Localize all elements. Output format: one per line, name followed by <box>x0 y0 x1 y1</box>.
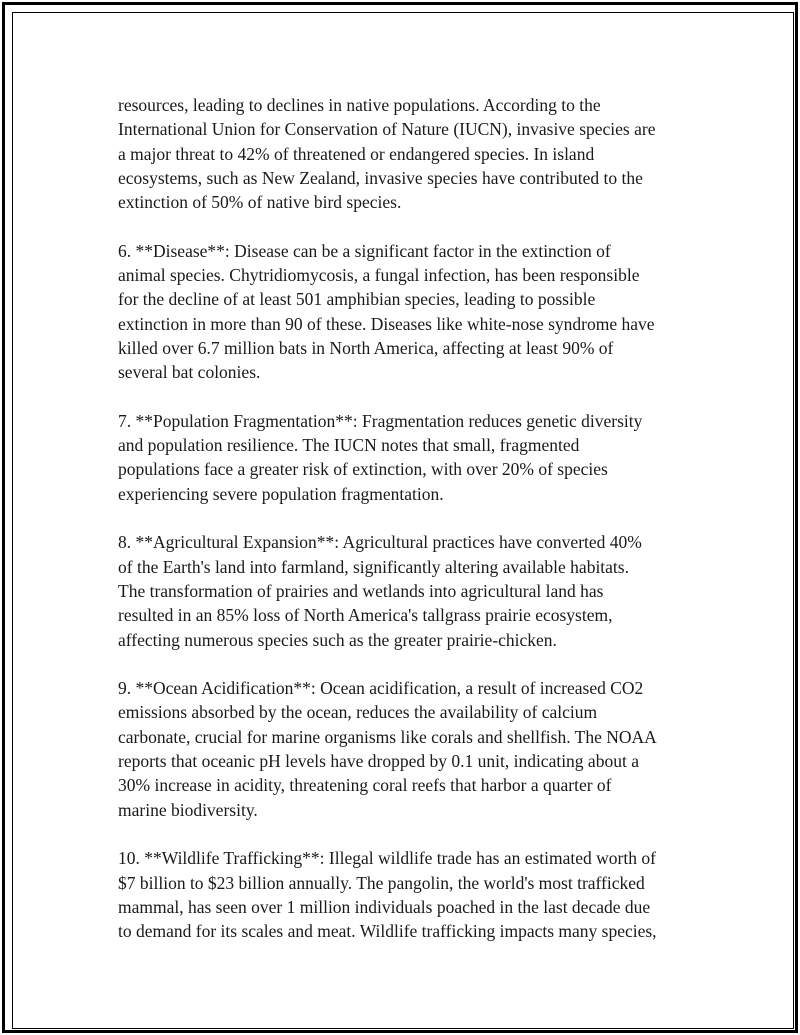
text-line: 30% increase in acidity, threatening coral reefs that harbor a quarter of <box>118 775 612 796</box>
text-line: 9. **Ocean Acidification**: Ocean acidification, a result of increased CO2 <box>118 678 644 699</box>
text-line: affecting numerous species such as the greater prairie-chicken. <box>118 629 557 650</box>
paragraph-gap <box>118 652 698 676</box>
text-line: 7. **Population Fragmentation**: Fragmentation reduces genetic diversity <box>118 410 643 431</box>
paragraph-gap <box>118 822 698 846</box>
paragraph <box>118 530 698 651</box>
paragraph-gap <box>118 385 698 409</box>
document-body <box>118 93 698 943</box>
text-line: and population resilience. The IUCN notes that small, fragmented <box>118 435 580 456</box>
text-line: 10. **Wildlife Trafficking**: Illegal wildlife trade has an estimated worth of <box>118 848 656 869</box>
text-line: 8. **Agricultural Expansion**: Agricultural practices have converted 40% <box>118 532 642 553</box>
text-line: marine biodiversity. <box>118 799 258 820</box>
text-line: emissions absorbed by the ocean, reduces the availability of calcium <box>118 702 598 723</box>
text-line: 6. **Disease**: Disease can be a significant factor in the extinction of <box>118 240 611 261</box>
text-line: to demand for its scales and meat. Wildlife trafficking impacts many species, <box>118 921 657 942</box>
text-line: reports that oceanic pH levels have dropped by 0.1 unit, indicating about a <box>118 751 639 772</box>
text-line: carbonate, crucial for marine organisms like corals and shellfish. The NOAA <box>118 726 657 747</box>
paragraph <box>118 93 698 214</box>
text-line: populations face a greater risk of extinction, with over 20% of species <box>118 459 608 480</box>
text-line: extinction in more than 90 of these. Diseases like white-nose syndrome have <box>118 313 655 334</box>
text-line: mammal, has seen over 1 million individuals poached in the last decade due <box>118 896 651 917</box>
paragraph <box>118 676 698 822</box>
text-line: International Union for Conservation of Nature (IUCN), invasive species are <box>118 119 656 140</box>
paragraph-gap <box>118 214 698 238</box>
text-line: a major threat to 42% of threatened or endangered species. In island <box>118 143 595 164</box>
text-line: several bat colonies. <box>118 362 261 383</box>
text-line: ecosystems, such as New Zealand, invasive species have contributed to the <box>118 167 643 188</box>
paragraph <box>118 239 698 385</box>
paragraph-gap <box>118 506 698 530</box>
text-line: for the decline of at least 501 amphibian species, leading to possible <box>118 289 596 310</box>
text-line: experiencing severe population fragmentation. <box>118 483 444 504</box>
text-line: extinction of 50% of native bird species. <box>118 192 402 213</box>
text-line: resulted in an 85% loss of North America's tallgrass prairie ecosystem, <box>118 605 613 626</box>
paragraph <box>118 409 698 506</box>
text-line: killed over 6.7 million bats in North America, affecting at least 90% of <box>118 337 614 358</box>
text-line: resources, leading to declines in native populations. According to the <box>118 95 601 115</box>
text-line: The transformation of prairies and wetlands into agricultural land has <box>118 580 604 601</box>
paragraph <box>118 846 698 943</box>
text-line: animal species. Chytridiomycosis, a fungal infection, has been responsible <box>118 265 640 286</box>
text-line: of the Earth's land into farmland, significantly altering available habitats. <box>118 556 629 577</box>
text-line: $7 billion to $23 billion annually. The pangolin, the world's most trafficked <box>118 872 645 893</box>
